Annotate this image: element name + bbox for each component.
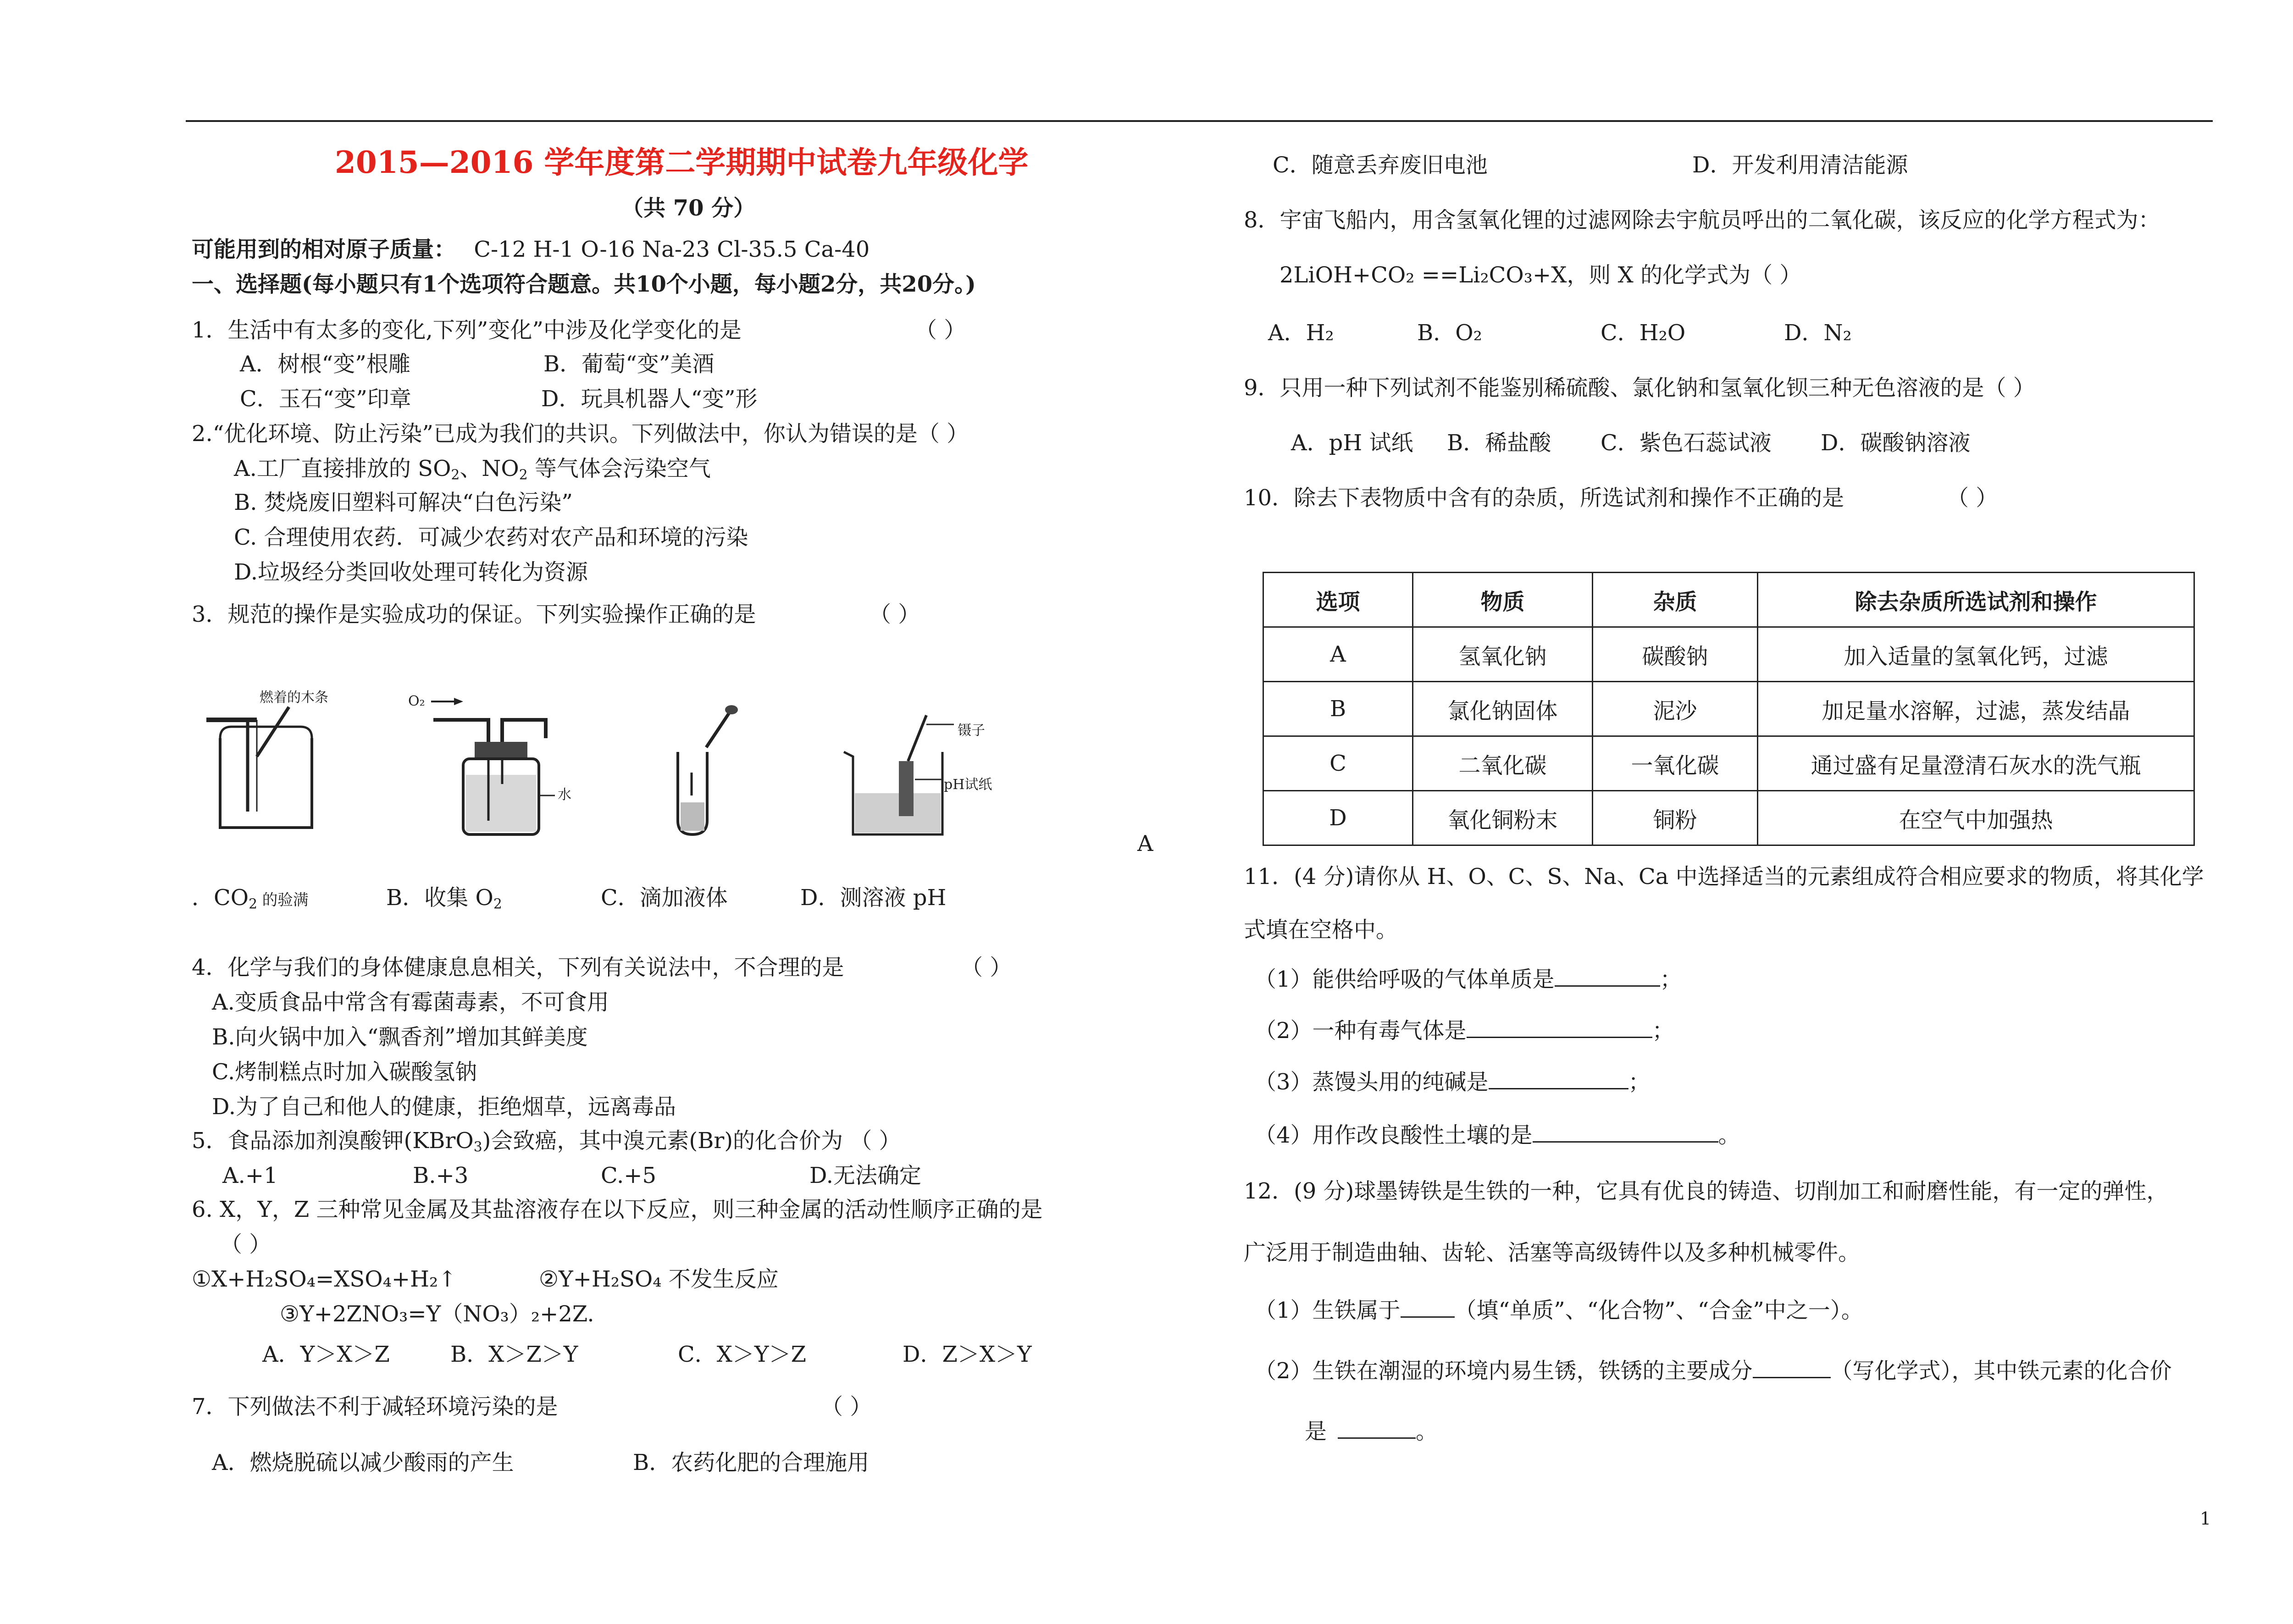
question-1: 1．生活中有太多的变化,下列”变化”中涉及化学变化的是	[192, 317, 742, 343]
answer-blank[interactable]	[1753, 1357, 1831, 1378]
table-cell: 一氧化碳	[1593, 736, 1758, 791]
q4-option-d: D.为了自己和他人的健康，拒绝烟草，远离毒品	[212, 1094, 676, 1120]
question-7: 7．下列做法不利于减轻环境污染的是	[192, 1394, 558, 1420]
label-water: 水	[558, 787, 571, 803]
q11-item-3-text: （3）蒸馒头用的纯碱是	[1254, 1069, 1489, 1095]
table-cell: 通过盛有足量澄清石灰水的洗气瓶	[1758, 736, 2194, 791]
q12-item-2-end: 。	[1416, 1419, 1438, 1444]
q6-option-a: A．Y＞X＞Z	[262, 1342, 390, 1367]
q4-option-b: B.向火锅中加入“飘香剂”增加其鲜美度	[212, 1024, 588, 1050]
q8-option-a: A．H₂	[1268, 320, 1334, 346]
label-tweezers: 镊子	[958, 723, 985, 739]
q11-item-2-text: （2）一种有毒气体是	[1254, 1018, 1467, 1044]
q9-option-a: A．pH 试纸	[1291, 430, 1413, 456]
q9-option-c: C．紫色石蕊试液	[1601, 430, 1772, 456]
q3-option-d: D．测溶液 pH	[800, 885, 947, 911]
q5-option-b: B.+3	[413, 1163, 469, 1188]
q1-option-c: C．玉石“变”印章	[240, 386, 411, 412]
question-6: 6. X，Y，Z 三种常见金属及其盐溶液存在以下反应，则三种金属的活动性顺序正确的是	[192, 1197, 1043, 1222]
q7-option-b: B．农药化肥的合理施用	[633, 1450, 870, 1475]
atomic-mass-values: C-12 H-1 O-16 Na-23 Cl-35.5 Ca-40	[474, 237, 870, 262]
table-cell: 氢氧化钠	[1413, 627, 1593, 682]
table-cell: 加足量水溶解，过滤，蒸发结晶	[1758, 682, 2194, 736]
table-header-cell: 杂质	[1593, 573, 1758, 627]
q2-option-c: C. 合理使用农药．可减少农药对农产品和环境的污染	[234, 525, 748, 550]
label-o2: O₂	[408, 693, 425, 709]
question-5-post: )会致癌，其中溴元素(Br)的化合价为 （ ）	[482, 1128, 901, 1154]
table-cell: 在空气中加强热	[1758, 791, 2194, 845]
q3-option-a-post: 的验满	[257, 891, 309, 909]
q11-item-4-text: （4）用作改良酸性土壤的是	[1254, 1122, 1533, 1148]
answer-blank[interactable]	[1401, 1296, 1455, 1318]
q3-option-a-pre: ．CO	[192, 885, 249, 911]
section-1-heading: 一、选择题(每小题只有1个选项符合题意。共10个小题，每小题2分，共20分。)	[192, 271, 976, 297]
q5-option-c: C.+5	[601, 1163, 657, 1188]
figure-drop-liquid	[660, 697, 752, 839]
table-cell: 碳酸钠	[1593, 627, 1758, 682]
table-row	[1263, 682, 2194, 736]
table-cell: 二氧化碳	[1413, 736, 1593, 791]
question-3-answer-paren: （ ）	[869, 602, 920, 627]
question-4: 4．化学与我们的身体健康息息相关，下列有关说法中，不合理的是	[192, 955, 844, 980]
q5-option-d: D.无法确定	[809, 1163, 922, 1188]
question-11-cont: 式填在空格中。	[1244, 917, 1398, 943]
q12-item-2-post: （写化学式），其中铁元素的化合价	[1830, 1358, 2172, 1384]
figure-measure-ph	[835, 697, 1091, 844]
q1-option-b: B．葡萄“变”美酒	[543, 351, 714, 377]
q3-option-b-pre: B．收集 O	[386, 885, 493, 911]
answer-blank[interactable]	[1489, 1068, 1628, 1089]
q11-item-4	[1254, 1121, 1740, 1150]
question-12: 12．(9 分)球墨铸铁是生铁的一种，它具有优良的铸造、切削加工和耐磨性能，有一定的弹性，	[1244, 1178, 2169, 1204]
page-title: 2015—2016 学年度第二学期期中试卷九年级化学	[335, 144, 1029, 180]
table-cell: 加入适量的氢氧化钙，过滤	[1758, 627, 2194, 682]
q12-item-1-pre: （1）生铁属于	[1254, 1298, 1401, 1323]
q9-option-d: D．碳酸钠溶液	[1821, 430, 1971, 456]
q9-option-b: B．稀盐酸	[1447, 430, 1551, 456]
q7-option-c: C．随意丢弃废旧电池	[1273, 152, 1488, 178]
table-header-cell: 除去杂质所选试剂和操作	[1758, 573, 2194, 627]
label-burning-stick: 燃着的木条	[260, 690, 328, 706]
q2-option-b: B. 焚烧废旧塑料可解决“白色污染”	[234, 490, 573, 515]
q8-option-d: D．N₂	[1784, 320, 1852, 346]
q12-item-2-pre: （2）生铁在潮湿的环境内易生锈，铁锈的主要成分	[1254, 1358, 1753, 1384]
q1-option-a: A．树根“变”根雕	[240, 351, 410, 377]
answer-blank[interactable]	[1533, 1121, 1718, 1143]
q2-option-a-post: 等气体会污染空气	[527, 456, 711, 481]
q5-option-a: A.+1	[222, 1163, 278, 1188]
q6-option-b: B．X＞Z＞Y	[450, 1342, 578, 1367]
question-10-answer-paren: （ ）	[1947, 485, 1998, 511]
q7-option-d: D．开发利用清洁能源	[1692, 152, 1908, 178]
question-1-answer-paren: （ ）	[915, 317, 966, 343]
question-5-pre: 5．食品添加剂溴酸钾(KBrO	[192, 1128, 474, 1154]
table-header-cell: 选项	[1263, 573, 1413, 627]
atomic-mass-label: 可能用到的相对原子质量：	[192, 237, 456, 262]
semicolon: ；	[1660, 967, 1682, 992]
q3-trailing-a: A	[1137, 831, 1153, 856]
table-row	[1263, 627, 2194, 682]
answer-blank[interactable]	[1467, 1016, 1652, 1038]
total-score: （共 70 分）	[621, 195, 756, 221]
q6-reaction-2: ②Y+H₂SO₄ 不发生反应	[539, 1266, 779, 1292]
label-ph-paper: pH试纸	[944, 777, 992, 793]
q6-option-c: C．X＞Y＞Z	[678, 1342, 806, 1367]
q6-reaction-3: ③Y+2ZNO₃=Y（NO₃）₂+2Z.	[280, 1301, 594, 1327]
period: 。	[1718, 1122, 1740, 1148]
page-number: 1	[2200, 1508, 2211, 1529]
q2-option-a: A.工厂直接排放的 $SO_2$、$NO_2$ 等气体会污染空气	[234, 456, 711, 483]
q8-option-b: B．O₂	[1417, 320, 1482, 346]
table-cell: A	[1263, 627, 1413, 682]
q12-item-2	[1254, 1356, 2172, 1386]
table-cell: B	[1263, 682, 1413, 736]
q8-equation: 2LiOH+CO₂ ==Li₂CO₃+X，则 X 的化学式为（ ）	[1279, 262, 1802, 288]
q3-option-b: B．收集 $O_2$	[386, 885, 502, 912]
question-11: 11．(4 分)请你从 H、O、C、S、Na、Ca 中选择适当的元素组成符合相应要求的物质，将其化学	[1244, 864, 2204, 889]
q11-item-2	[1254, 1016, 1674, 1045]
question-8: 8．宇宙飞船内，用含氢氧化锂的过滤网除去宇航员呼出的二氧化碳，该反应的化学方程式为：	[1244, 207, 2160, 233]
table-cell: 铜粉	[1593, 791, 1758, 845]
q2-option-d: D.垃圾经分类回收处理可转化为资源	[234, 559, 588, 585]
question-2: 2.“优化环境、防止污染”已成为我们的共识。下列做法中，你认为错误的是（ ）	[192, 421, 969, 447]
q8-option-c: C．H₂O	[1601, 320, 1686, 346]
table-cell: D	[1263, 791, 1413, 845]
q4-option-a: A.变质食品中常含有霉菌毒素，不可食用	[212, 989, 609, 1015]
table-cell: C	[1263, 736, 1413, 791]
q2-option-a-pre: A.工厂直接排放的 SO	[234, 456, 451, 481]
q12-item-1	[1254, 1296, 1863, 1325]
question-5: 5．食品添加剂溴酸钾(KBrO$_3$)会致癌，其中溴元素(Br)的化合价为 （ ）	[192, 1128, 901, 1155]
q12-item-2-cont	[1305, 1417, 1438, 1446]
impurity-table	[1263, 572, 2195, 846]
semicolon: ；	[1628, 1069, 1651, 1095]
question-10: 10．除去下表物质中含有的杂质，所选试剂和操作不正确的是	[1244, 485, 1844, 511]
semicolon: ；	[1652, 1018, 1674, 1044]
q11-item-1	[1254, 965, 1682, 994]
q11-item-3	[1254, 1067, 1651, 1097]
table-header-cell: 物质	[1413, 573, 1593, 627]
q4-option-c: C.烤制糕点时加入碳酸氢钠	[212, 1059, 477, 1085]
table-cell: 泥沙	[1593, 682, 1758, 736]
table-row	[1263, 791, 2194, 845]
question-12-cont: 广泛用于制造曲轴、齿轮、活塞等高级铸件以及多种机械零件。	[1244, 1240, 1861, 1265]
question-9: 9．只用一种下列试剂不能鉴别稀硫酸、氯化钠和氢氧化钡三种无色溶液的是（ ）	[1244, 375, 2035, 401]
q6-option-d: D．Z＞X＞Y	[903, 1342, 1032, 1367]
q7-option-a: A．燃烧脱硫以减少酸雨的产生	[212, 1450, 514, 1475]
table-row	[1263, 736, 2194, 791]
q11-item-1-text: （1）能供给呼吸的气体单质是	[1254, 967, 1555, 992]
table-cell: 氧化铜粉末	[1413, 791, 1593, 845]
answer-blank[interactable]	[1555, 965, 1660, 987]
table-cell: 氯化钠固体	[1413, 682, 1593, 736]
header-rule	[186, 120, 2213, 122]
q3-option-c: C．滴加液体	[601, 885, 728, 911]
question-7-answer-paren: （ ）	[821, 1394, 872, 1420]
figure-collect-o2	[408, 683, 601, 839]
q1-option-d: D．玩具机器人“变”形	[541, 386, 758, 412]
question-4-answer-paren: （ ）	[961, 955, 1012, 980]
q6-reaction-1: ①X+H₂SO₄=XSO₄+H₂↑	[192, 1266, 457, 1292]
table-header-row	[1263, 573, 2194, 627]
q2-option-a-mid: 、NO	[460, 456, 519, 481]
q12-item-2-cont-text: 是	[1305, 1419, 1327, 1444]
atomic-mass-line	[192, 235, 870, 264]
q3-option-a: ．$CO_2$ 的验满	[192, 885, 309, 912]
question-6-answer-paren: （ ）	[220, 1232, 271, 1257]
question-3: 3．规范的操作是实验成功的保证。下列实验操作正确的是	[192, 602, 756, 627]
answer-blank[interactable]	[1338, 1417, 1416, 1439]
q12-item-1-post: （填“单质”、“化合物”、“合金”中之一）。	[1454, 1298, 1863, 1323]
